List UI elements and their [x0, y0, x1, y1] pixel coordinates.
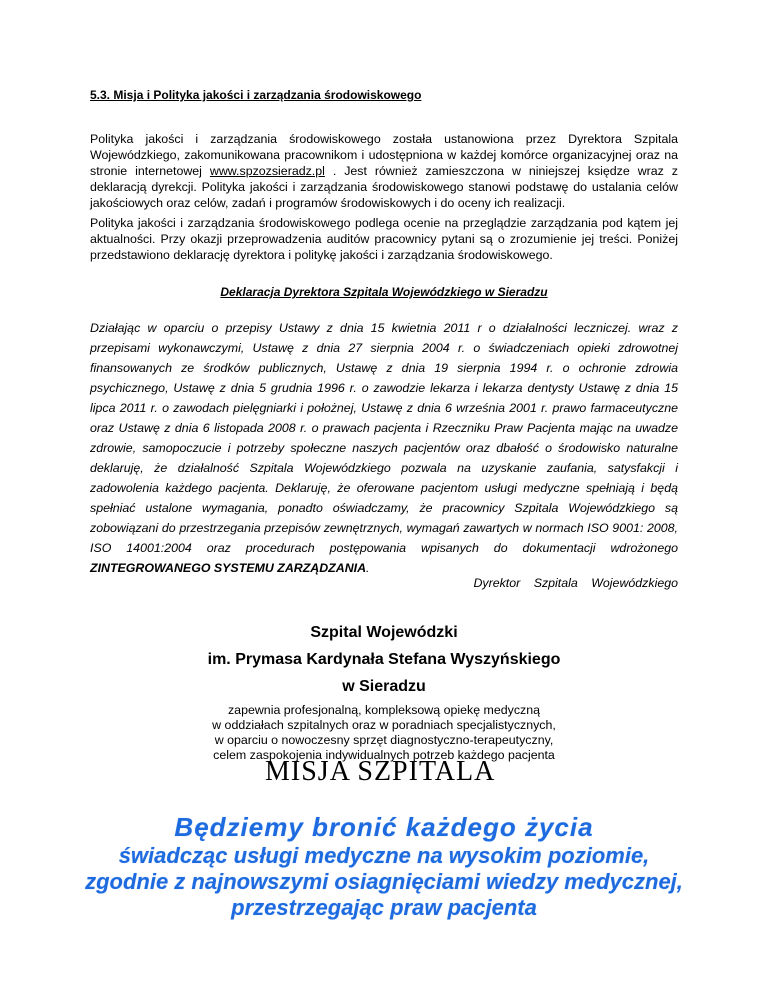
- tagline-line: w oparciu o nowoczesny sprzęt diagnostyczno-terapeutyczny,: [214, 733, 554, 747]
- mission-motto-line1: Będziemy bronić każdego życia: [174, 812, 594, 842]
- hospital-name-line2: im. Prymasa Kardynała Stefana Wyszyńskiego: [207, 651, 561, 668]
- section-heading: 5.3. Misja i Polityka jakości i zarządzania środowiskowego: [90, 88, 422, 102]
- paragraph-policy-intro: [90, 131, 678, 211]
- tagline-line: zapewnia profesjonalną, kompleksową opiekę medyczną: [227, 703, 540, 717]
- director-signature: Dyrektor Szpitala Wojewódzkiego: [473, 576, 678, 590]
- tagline-line: w oddziałach szpitalnych oraz w poradniach specjalistycznych,: [212, 718, 556, 732]
- declaration-end: .: [366, 561, 370, 575]
- mission-label: MISJA SZPITALA: [265, 756, 496, 787]
- hospital-name-line1: Szpital Wojewódzki: [310, 624, 458, 641]
- mission-motto-line4: przestrzegając praw pacjenta: [231, 895, 537, 920]
- mission-motto-line2: świadcząc usługi medyczne na wysokim poziomie,: [118, 843, 650, 868]
- website-link[interactable]: www.spzozsieradz.pl: [209, 164, 325, 178]
- hospital-tagline: [0, 703, 768, 763]
- paragraph-policy-review: Polityka jakości i zarządzania środowiskowego podlega ocenie na przeglądzie zarządzania pod kątem jej aktualności. Przy okazji przeprowadzenia auditów pracownicy pytani są o zrozumienie jej treści. Poniżej przedstawiono deklarację dyrektora i politykę jakości i zarządzania środowiskowego.: [90, 216, 678, 262]
- declaration-title: Deklaracja Dyrektora Szpitala Wojewódzkiego w Sieradzu: [220, 285, 548, 299]
- declaration-text: Działając w oparciu o przepisy Ustawy z dnia 15 kwietnia 2011 r o działalności leczniczej. wraz z przepisami wykonawczymi, Ustawę z dnia 27 sierpnia 2004 r. o świadczeniach opieki zdrowotnej finansowanych ze środków publicznych, Ustawę z dnia 19 sierpnia 1994 r. o ochronie zdrowia psychicznego, Ustawę z dnia 5 grudnia 1996 r. o zawodzie lekarza i lekarza dentysty Ustawę z dnia 15 lipca 2011 r. o zawodach pielęgniarki i położnej, Ustawę z dnia 6 września 2001 r. prawo farmaceutyczne oraz Ustawę z dnia 6 listopada 2008 r. o prawach pacjenta i Rzeczniku Praw Pacjenta mając na uwadze zdrowie, samopoczucie i potrzeby społeczne naszych pacjentów oraz dbałość o środowisko naturalne deklaruję, że działalność Szpitala Wojewódzkiego pozwala na uzyskanie zaufania, satysfakcji i zadowolenia każdego pacjenta. Deklaruję, że oferowane pacjentom usługi medyczne spełniają i będą spełniać ustalone wymagania, ponadto oświadczamy, że pracownicy Szpitala Wojewódzkiego są zobowiązani do przestrzegania przepisów zewnętrznych, wymagań zawartych w normach ISO 9001: 2008, ISO 14001:2004 oraz procedurach postępowania wpisanych do dokumentacji wdrożonego: [90, 321, 678, 555]
- declaration-body: [90, 318, 678, 578]
- hospital-name-line3: w Sieradzu: [342, 678, 426, 695]
- declaration-bold-text: ZINTEGROWANEGO SYSTEMU ZARZĄDZANIA: [90, 561, 367, 575]
- mission-motto-line3: zgodnie z najnowszymi osiagnięciami wiedzy medycznej,: [85, 869, 683, 894]
- tagline-line: celem zaspokojenia indywidualnych potrzeb każdego pacjenta: [213, 748, 555, 762]
- paragraph-text: Polityka jakości i zarządzania środowiskowego została ustanowiona przez Dyrektora Szpitala Wojewódzkiego, zakomunikowana pracownikom i udostępniona w każdej komórce organizacyjnej oraz na stronie internetowej: [90, 132, 678, 178]
- paragraph-text: . Jest również zamieszczona w niniejszej księdze wraz z deklaracją dyrekcji. Polityka jakości i zarządzania środowiskowego stanowi podstawę do ustalania celów jakościowych oraz celów, zadań i programów środowiskowych i do oceny ich realizacji.: [90, 164, 679, 210]
